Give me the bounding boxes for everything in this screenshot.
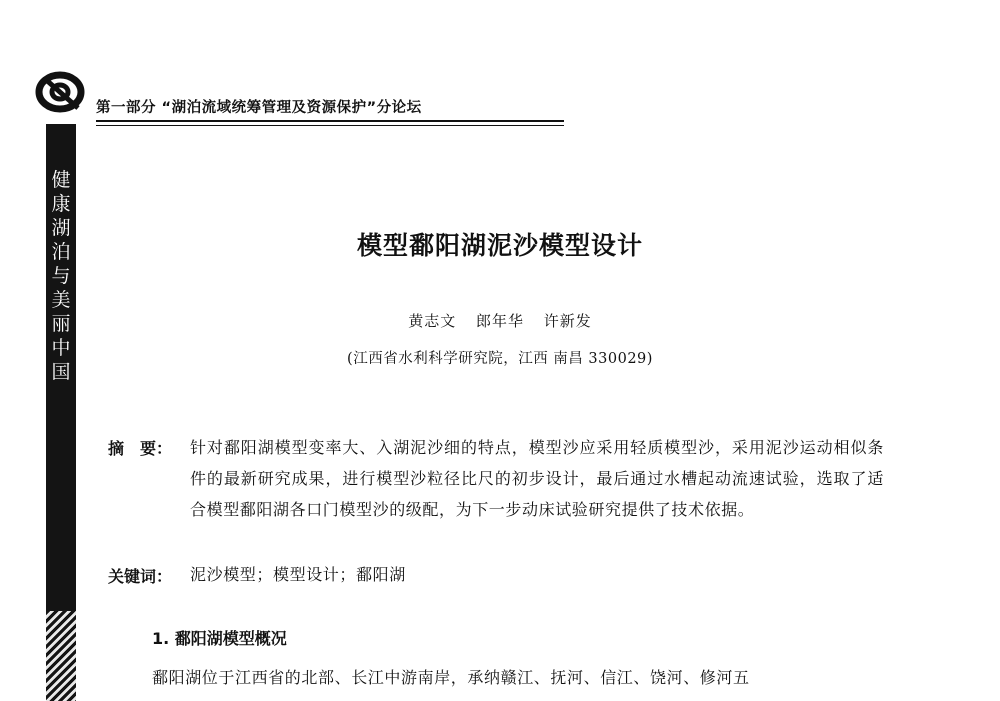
logo-icon (34, 70, 86, 114)
keywords-text: 泥沙模型；模型设计；鄱阳湖 (190, 565, 406, 584)
abstract-text: 针对鄱阳湖模型变率大、入湖泥沙细的特点，模型沙应采用轻质模型沙，采用泥沙运动相似条件的最新研究成果，进行模型沙粒径比尺的初步设计，最后通过水槽起动流速试验，选取了适合模型鄱阳湖各口门模型沙的级配，为下一步动床试验研究提供了技术依据。 (190, 438, 884, 519)
header-rule (96, 120, 564, 122)
paper-affiliation: (江西省水利科学研究院，江西 南昌 330029) (347, 351, 653, 367)
keywords-label: 关键词： (108, 567, 173, 586)
header-rule-thin (96, 125, 564, 126)
paper-title: 模型鄱阳湖泥沙模型设计 (356, 231, 643, 260)
running-header: 第一部分 “湖泊流域统筹管理及资源保护”分论坛 (96, 100, 422, 116)
body-paragraph: 鄱阳湖位于江西省的北部、长江中游南岸，承纳赣江、抚河、信江、饶河、修河五 (152, 668, 750, 687)
abstract-label: 摘 要： (108, 439, 173, 458)
sidebar-title: 健康湖泊与美丽中国 (51, 169, 71, 383)
sidebar-band (46, 124, 76, 701)
section-heading: 1. 鄱阳湖模型概况 (152, 629, 287, 648)
sidebar-hatch (46, 611, 76, 701)
paper-authors: 黄志文 郎年华 许新发 (408, 312, 592, 330)
